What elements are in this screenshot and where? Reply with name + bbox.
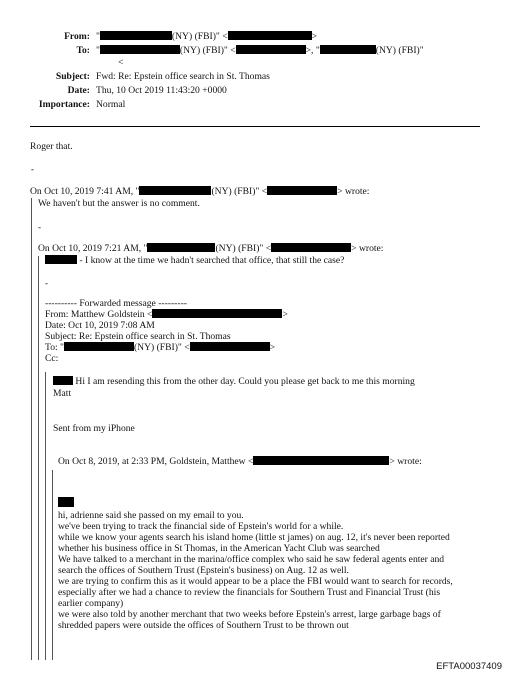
paragraph-line: earlier company) <box>58 598 124 609</box>
to-label: To: <box>76 45 90 56</box>
redaction-block <box>45 255 77 264</box>
forward-to-a: To: " <box>45 342 64 353</box>
from-value: (NY) (FBI)" < <box>171 31 228 42</box>
redaction-block <box>100 31 172 40</box>
quote1-header <box>30 186 369 198</box>
forward-from <box>45 309 288 321</box>
forward-from-tail: > <box>282 309 288 320</box>
redaction-block <box>253 456 389 465</box>
quote1-head-b: (NY) (FBI)" < <box>211 186 268 197</box>
to-value-1: (NY) (FBI)" < <box>179 45 236 56</box>
date-label: Date: <box>67 85 90 96</box>
quote2-body: - I know at the time we hadn't searched that office, that still the case? <box>79 255 345 266</box>
paragraph-line: hi, adrienne said she passed on my email to you. <box>58 510 244 521</box>
subject-label: Subject: <box>55 71 90 82</box>
message-signature: Matt <box>53 388 72 399</box>
separator-dash: - <box>31 164 34 174</box>
quote2-head-b: (NY) (FBI)" < <box>215 243 272 254</box>
redaction-block <box>236 45 306 54</box>
redacted-greeting <box>58 497 74 510</box>
redaction-block <box>152 309 282 318</box>
forward-separator: ---------- Forwarded message --------- <box>45 298 187 309</box>
quote3-header <box>58 456 422 468</box>
redaction-block <box>271 243 351 252</box>
redaction-block <box>267 186 337 195</box>
paragraph-line: shredded papers were outside the offices of Southern Trust to be thrown out <box>58 620 349 631</box>
from-tail: > <box>311 31 318 42</box>
date-value: Thu, 10 Oct 2019 11:43:20 +0000 <box>96 85 227 96</box>
importance-label: Importance: <box>38 99 90 110</box>
separator-dash: - <box>45 278 48 288</box>
to-line-2 <box>118 57 123 69</box>
to-line-2-text: < <box>118 57 124 68</box>
redaction-block <box>139 186 211 195</box>
paragraph-line: we are trying to confirm this as it would appear to be a place the FBI would want to search for records, <box>58 576 453 587</box>
redaction-block <box>228 31 312 40</box>
to-line: " (NY) (FBI)" < >, " (NY) (FBI)" <box>96 45 424 56</box>
quote2-head-a: On Oct 10, 2019 7:21 AM, " <box>38 243 148 254</box>
document-id: EFTA00037409 <box>436 660 502 672</box>
message-line-1 <box>53 376 415 388</box>
paragraph-line: We have talked to a merchant in the marina/office complex who said he saw federal agents enter and <box>58 554 445 565</box>
paragraph-line: we were also told by another merchant that two weeks before Epstein's arrest, large garbage bags of <box>58 609 441 620</box>
redaction-block <box>58 497 74 507</box>
paragraph-line: search the offices of Southern Trust (Epstein's business) on Aug. 12 as well. <box>58 565 349 576</box>
redaction-block <box>147 243 215 252</box>
from-line: " (NY) (FBI)" < > <box>96 31 318 42</box>
from-label: From: <box>64 31 90 42</box>
quote3-head-b: > wrote: <box>389 456 422 467</box>
quote-bar-4 <box>52 470 53 660</box>
quote1-head-a: On Oct 10, 2019 7:41 AM, " <box>30 186 140 197</box>
paragraph-line: while we know your agents search his island home (little st james) on aug. 12, it's never been reported <box>58 532 450 543</box>
message-line-1-text: Hi I am resending this from the other day. Could you please get back to me this morning <box>75 376 415 387</box>
reply-text: Roger that. <box>30 141 73 152</box>
redaction-block <box>53 376 73 385</box>
redaction-block <box>64 342 134 351</box>
forward-to-c: > <box>269 342 276 353</box>
forward-cc: Cc: <box>45 353 59 364</box>
forward-subject: Subject: Re: Epstein office search in St. Thomas <box>45 331 231 342</box>
header-divider <box>30 126 480 127</box>
paragraph-line: we've been trying to track the financial side of Epstein's world for a while. <box>58 521 344 532</box>
paragraph-line: whether his business office in St Thomas, in the American Yacht Club was searched <box>58 543 380 554</box>
separator-dash: - <box>38 222 41 232</box>
to-value-2: (NY) (FBI)" <box>375 45 424 56</box>
quote-bar-1 <box>31 198 32 660</box>
redaction-block <box>100 45 180 54</box>
sent-from: Sent from my iPhone <box>53 423 135 434</box>
paragraph-line: especially after we had a chance to review the financials for Southern Trust and Financial Trust (his <box>58 587 441 598</box>
quote2-head-c: > wrote: <box>351 243 384 254</box>
quote1-text: We haven't but the answer is no comment. <box>38 198 200 209</box>
forward-date: Date: Oct 10, 2019 7:08 AM <box>45 320 155 331</box>
redaction-block <box>190 342 270 351</box>
forward-from-text: From: Matthew Goldstein < <box>45 309 153 320</box>
quote3-head-a: On Oct 8, 2019, at 2:33 PM, Goldstein, Matthew < <box>58 456 254 467</box>
importance-value: Normal <box>96 99 126 110</box>
subject-value: Fwd: Re: Epstein office search in St. Thomas <box>96 71 270 82</box>
forward-to <box>45 342 275 354</box>
quote-bar-2 <box>38 256 39 660</box>
quote-bar-3 <box>45 372 46 660</box>
quote2-text <box>45 255 344 267</box>
forward-to-b: (NY) (FBI)" < <box>133 342 190 353</box>
quote1-head-c: > wrote: <box>337 186 370 197</box>
redaction-block <box>320 45 376 54</box>
quote2-header <box>38 243 383 255</box>
to-mid: >, " <box>305 45 320 56</box>
